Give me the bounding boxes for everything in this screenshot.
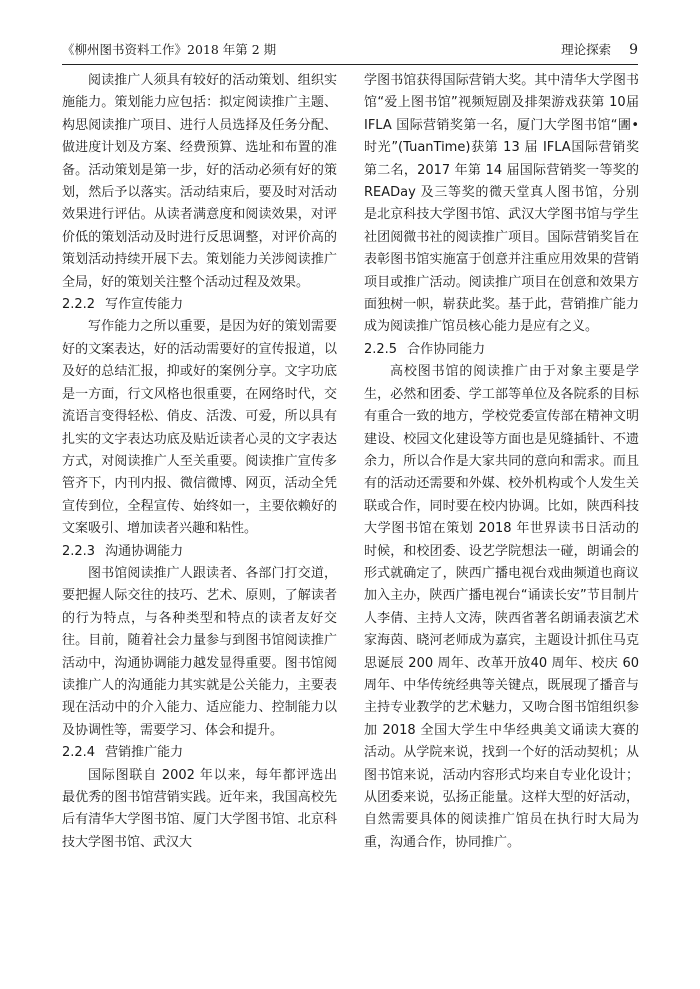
- heading-number: 2.2.3: [62, 543, 96, 559]
- page-number: 9: [629, 42, 638, 58]
- paragraph-writing: 写作能力之所以重要，是因为好的策划需要好的文案表达，好的活动需要好的宣传报道，以及好的总结汇报，抑或好的案例分享。文字功底是一方面，行文风格也很重要，在网络时代，交流语言变得轻松、俏皮、活泼、可爱，所以具有扎实的文字表达功底及贴近读者心灵的文字表达方式，对阅读推广人至关重要。阅读推广宣传多管齐下，内刊内报、微信微博、网页，活动全凭宣传到位，全程宣传、始终如一，主要依赖好的文案吸引、增加读者兴趣和粘性。: [62, 319, 337, 537]
- heading-number: 2.2.5: [364, 341, 398, 357]
- paragraph-marketing: 国际图联自 2002 年以来，每年都评选出最优秀的图书馆营销实践。近年来，我国高校先后有清华大学图书馆、厦门大学图书馆、北京科技大学图书馆、武汉大: [62, 767, 337, 850]
- header-rule: [62, 64, 638, 65]
- heading-2-2-3: [62, 541, 337, 563]
- heading-number: 2.2.4: [62, 745, 96, 761]
- header-right: [561, 40, 638, 60]
- right-column: [364, 70, 639, 854]
- heading-2-2-4: [62, 742, 337, 764]
- heading-title: 营销推广能力: [105, 745, 184, 761]
- left-column: [62, 70, 337, 854]
- paragraph-communication: 图书馆阅读推广人跟读者、各部门打交道，要把握人际交往的技巧、艺术、原则，了解读者的行为特点，与各种类型和特点的读者友好交往。目前，随着社会力量参与到图书馆阅读推广活动中，沟通协调能力越发显得重要。图书馆阅读推广人的沟通能力其实就是公关能力，主要表现在活动中的介入能力、适应能力、控制能力以及协调性等，需要学习、体会和提升。: [62, 565, 337, 738]
- heading-2-2-5: [364, 339, 639, 361]
- heading-title: 沟通协调能力: [105, 543, 184, 559]
- section-name: 理论探索: [561, 42, 612, 57]
- running-header: [62, 40, 638, 60]
- heading-2-2-2: [62, 294, 337, 316]
- paragraph-planning: 阅读推广人须具有较好的活动策划、组织实施能力。策划能力应包括：拟定阅读推广主题、构思阅读推广项目、进行人员选择及任务分配、做进度计划及方案、经费预算、选址和布置的准备。活动策划是第一步，好的活动必须有好的策划，然后予以落实。活动结束后，要及时对活动效果进行评估。从读者满意度和阅读效果，对评价低的策划活动及时进行反思调整，对评价高的策划活动持续开展下去。策划能力关涉阅读推广全局，好的策划关注整个活动过程及效果。: [62, 73, 337, 290]
- heading-number: 2.2.2: [62, 297, 96, 313]
- journal-title: 《柳州图书资料工作》2018 年第 2 期: [62, 42, 277, 57]
- heading-title: 合作协同能力: [407, 341, 486, 357]
- paragraph-cooperation: 高校图书馆的阅读推广由于对象主要是学生，必然和团委、学工部等单位及各院系的目标有重合一致的地方，学校党委宣传部在精神文明建设、校园文化建设等方面也是见缝插针、不遗余力，所以合作是大家共同的意向和需求。而且有的活动还需要和外媒、校外机构或个人发生关联或合作，同时要在校内协调。比如，陕西科技大学图书馆在策划 2018 年世界读书日活动的时候，和校团委、设艺学院想法一碰，朗诵会的形式就确定了，陕西广播电视台戏曲频道也商议加入主办，陕西广播电视台“诵读长安”节目制片人李倩、主持人文涛，陕西省著名朗诵表演艺术家海茵、晓河老师成为嘉宾，主题设计抓住马克思诞辰 200 周年、改革开放40 周年、校庆 60 周年、中华传统经典等关键点，既展现了播音与主持专业教学的艺术魅力，又吻合图书馆组织参加 2018 全国大学生中华经典美文诵读大赛的活动。从学院来说，找到一个好的活动契机；从图书馆来说，活动内容形式均来自专业化设计；从团委来说，弘扬正能量。这样大型的好活动，自然需要具体的阅读推广馆员在执行时大局为重，沟通合作，协同推广。: [364, 364, 639, 850]
- paragraph-marketing-cont: 学图书馆获得国际营销大奖。其中清华大学图书馆“爱上图书馆”视频短剧及排架游戏获第 10届 IFLA 国际营销奖第一名，厦门大学图书馆“圕•时光”(TuanTime)获第 13 届 IFLA国际营销奖第二名，2017 年第 14 届国际营销奖一等奖的 READay 及三等奖的微天堂真人图书馆，分别是北京科技大学图书馆、武汉大学图书馆与学生社团阅微书社的阅读推广项目。国际营销奖旨在表彰图书馆实施富于创意并注重应用效果的营销项目或推广活动。阅读推广项目在创意和效果方面独树一帜，崭获此奖。基于此，营销推广能力成为阅读推广馆员核心能力是应有之义。: [364, 73, 639, 335]
- heading-title: 写作宣传能力: [105, 297, 184, 313]
